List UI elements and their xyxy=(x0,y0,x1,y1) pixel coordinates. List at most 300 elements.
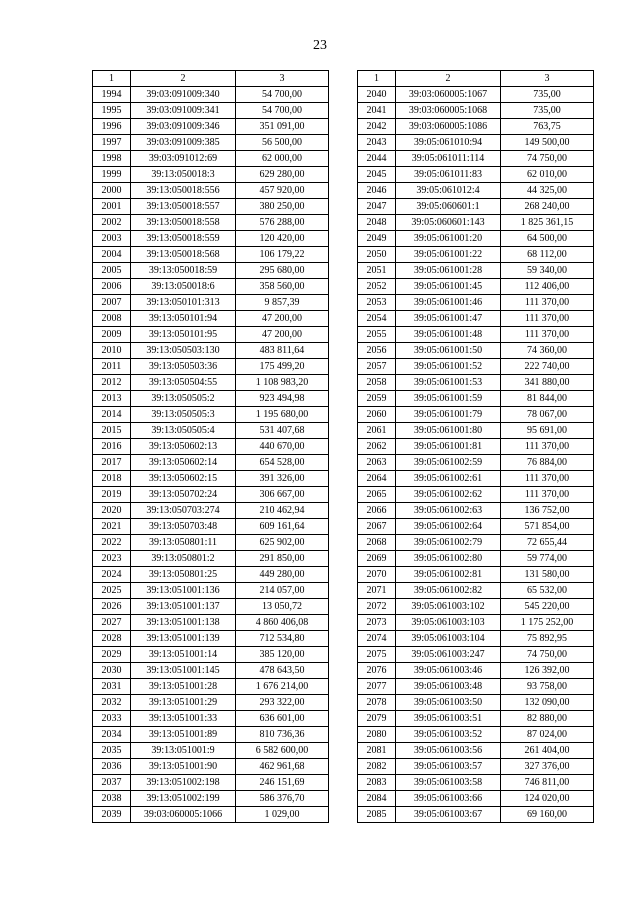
amount-cell: 4 860 406,08 xyxy=(236,615,329,631)
amount-cell: 111 370,00 xyxy=(501,487,594,503)
table-row xyxy=(358,727,594,743)
cadastral-number-cell: 39:05:061002:80 xyxy=(396,551,501,567)
table-row xyxy=(358,231,594,247)
cadastral-number-cell: 39:13:050018:59 xyxy=(131,263,236,279)
row-number-cell: 2065 xyxy=(358,487,396,503)
cadastral-number-cell: 39:05:061003:50 xyxy=(396,695,501,711)
table-row xyxy=(358,487,594,503)
cadastral-number-cell: 39:13:050801:25 xyxy=(131,567,236,583)
amount-cell: 1 195 680,00 xyxy=(236,407,329,423)
cadastral-number-cell: 39:05:061001:22 xyxy=(396,247,501,263)
cadastral-number-cell: 39:05:061001:53 xyxy=(396,375,501,391)
amount-cell: 62 010,00 xyxy=(501,167,594,183)
amount-cell: 120 420,00 xyxy=(236,231,329,247)
cadastral-number-cell: 39:05:061002:64 xyxy=(396,519,501,535)
table-row xyxy=(93,391,329,407)
table-row xyxy=(93,247,329,263)
table-row xyxy=(358,215,594,231)
cadastral-number-cell: 39:05:061002:82 xyxy=(396,583,501,599)
row-number-cell: 2013 xyxy=(93,391,131,407)
row-number-cell: 2027 xyxy=(93,615,131,631)
table-row xyxy=(93,679,329,695)
table-row xyxy=(93,231,329,247)
table-row xyxy=(358,551,594,567)
amount-cell: 1 108 983,20 xyxy=(236,375,329,391)
amount-cell: 59 340,00 xyxy=(501,263,594,279)
table-row xyxy=(93,327,329,343)
cadastral-number-cell: 39:13:050505:4 xyxy=(131,423,236,439)
row-number-cell: 2057 xyxy=(358,359,396,375)
row-number-cell: 2077 xyxy=(358,679,396,695)
table-row xyxy=(358,455,594,471)
row-number-cell: 1994 xyxy=(93,87,131,103)
row-number-cell: 2043 xyxy=(358,135,396,151)
amount-cell: 391 326,00 xyxy=(236,471,329,487)
cadastral-number-cell: 39:13:050602:13 xyxy=(131,439,236,455)
amount-cell: 47 200,00 xyxy=(236,327,329,343)
table-row xyxy=(358,407,594,423)
table-row xyxy=(93,199,329,215)
amount-cell: 341 880,00 xyxy=(501,375,594,391)
cadastral-number-cell: 39:13:050505:2 xyxy=(131,391,236,407)
row-number-cell: 2082 xyxy=(358,759,396,775)
cadastral-number-cell: 39:03:060005:1068 xyxy=(396,103,501,119)
row-number-cell: 2053 xyxy=(358,295,396,311)
amount-cell: 64 500,00 xyxy=(501,231,594,247)
cadastral-number-cell: 39:05:061012:4 xyxy=(396,183,501,199)
table-row xyxy=(358,119,594,135)
cadastral-number-cell: 39:05:061003:57 xyxy=(396,759,501,775)
row-number-cell: 2074 xyxy=(358,631,396,647)
row-number-cell: 2021 xyxy=(93,519,131,535)
row-number-cell: 2071 xyxy=(358,583,396,599)
table-row xyxy=(93,615,329,631)
table-row xyxy=(358,183,594,199)
cadastral-number-cell: 39:13:050801:11 xyxy=(131,535,236,551)
amount-cell: 483 811,64 xyxy=(236,343,329,359)
table-row xyxy=(358,247,594,263)
table-row xyxy=(93,775,329,791)
table-header-row xyxy=(93,71,329,87)
table-row xyxy=(358,151,594,167)
row-number-cell: 2000 xyxy=(93,183,131,199)
row-number-cell: 2055 xyxy=(358,327,396,343)
amount-cell: 126 392,00 xyxy=(501,663,594,679)
table-row xyxy=(93,599,329,615)
cadastral-number-cell: 39:05:061002:79 xyxy=(396,535,501,551)
table-row xyxy=(358,791,594,807)
row-number-cell: 2038 xyxy=(93,791,131,807)
amount-cell: 59 774,00 xyxy=(501,551,594,567)
table-row xyxy=(358,519,594,535)
cadastral-number-cell: 39:13:051002:198 xyxy=(131,775,236,791)
row-number-cell: 2001 xyxy=(93,199,131,215)
row-number-cell: 2031 xyxy=(93,679,131,695)
row-number-cell: 2026 xyxy=(93,599,131,615)
cadastral-number-cell: 39:13:050018:557 xyxy=(131,199,236,215)
amount-cell: 735,00 xyxy=(501,103,594,119)
table-row xyxy=(358,439,594,455)
amount-cell: 136 752,00 xyxy=(501,503,594,519)
table-row xyxy=(93,471,329,487)
row-number-cell: 2009 xyxy=(93,327,131,343)
row-number-cell: 2052 xyxy=(358,279,396,295)
table-row xyxy=(358,583,594,599)
right-table xyxy=(357,70,594,823)
table-header-row xyxy=(358,71,594,87)
table-row xyxy=(358,759,594,775)
row-number-cell: 2064 xyxy=(358,471,396,487)
amount-cell: 93 758,00 xyxy=(501,679,594,695)
amount-cell: 131 580,00 xyxy=(501,567,594,583)
cadastral-number-cell: 39:03:091009:341 xyxy=(131,103,236,119)
table-row xyxy=(93,551,329,567)
table-row xyxy=(93,439,329,455)
cadastral-number-cell: 39:05:061003:48 xyxy=(396,679,501,695)
table-row xyxy=(358,663,594,679)
amount-cell: 149 500,00 xyxy=(501,135,594,151)
amount-cell: 62 000,00 xyxy=(236,151,329,167)
cadastral-number-cell: 39:13:051001:137 xyxy=(131,599,236,615)
table-row xyxy=(93,583,329,599)
amount-cell: 385 120,00 xyxy=(236,647,329,663)
row-number-cell: 1996 xyxy=(93,119,131,135)
row-number-cell: 2073 xyxy=(358,615,396,631)
table-row xyxy=(358,471,594,487)
row-number-cell: 2046 xyxy=(358,183,396,199)
row-number-cell: 2017 xyxy=(93,455,131,471)
row-number-cell: 2048 xyxy=(358,215,396,231)
amount-cell: 56 500,00 xyxy=(236,135,329,151)
amount-cell: 1 676 214,00 xyxy=(236,679,329,695)
row-number-cell: 2002 xyxy=(93,215,131,231)
amount-cell: 72 655,44 xyxy=(501,535,594,551)
cadastral-number-cell: 39:13:050018:568 xyxy=(131,247,236,263)
cadastral-number-cell: 39:05:061002:63 xyxy=(396,503,501,519)
amount-cell: 735,00 xyxy=(501,87,594,103)
table-row xyxy=(93,151,329,167)
amount-cell: 111 370,00 xyxy=(501,295,594,311)
row-number-cell: 2014 xyxy=(93,407,131,423)
row-number-cell: 2004 xyxy=(93,247,131,263)
cadastral-number-cell: 39:05:061003:51 xyxy=(396,711,501,727)
cadastral-number-cell: 39:13:050504:55 xyxy=(131,375,236,391)
cadastral-number-cell: 39:13:050018:559 xyxy=(131,231,236,247)
amount-cell: 478 643,50 xyxy=(236,663,329,679)
row-number-cell: 2028 xyxy=(93,631,131,647)
amount-cell: 87 024,00 xyxy=(501,727,594,743)
amount-cell: 95 691,00 xyxy=(501,423,594,439)
table-row xyxy=(358,375,594,391)
row-number-cell: 2036 xyxy=(93,759,131,775)
row-number-cell: 2022 xyxy=(93,535,131,551)
table-row xyxy=(93,695,329,711)
cadastral-number-cell: 39:13:050703:274 xyxy=(131,503,236,519)
amount-cell: 246 151,69 xyxy=(236,775,329,791)
row-number-cell: 2018 xyxy=(93,471,131,487)
row-number-cell: 2015 xyxy=(93,423,131,439)
table-row xyxy=(93,535,329,551)
amount-cell: 54 700,00 xyxy=(236,87,329,103)
cadastral-number-cell: 39:05:061003:56 xyxy=(396,743,501,759)
cadastral-number-cell: 39:05:061003:247 xyxy=(396,647,501,663)
amount-cell: 9 857,39 xyxy=(236,295,329,311)
amount-cell: 1 825 361,15 xyxy=(501,215,594,231)
amount-cell: 81 844,00 xyxy=(501,391,594,407)
row-number-cell: 2060 xyxy=(358,407,396,423)
amount-cell: 609 161,64 xyxy=(236,519,329,535)
cadastral-number-cell: 39:05:061003:66 xyxy=(396,791,501,807)
row-number-cell: 2039 xyxy=(93,807,131,823)
table-row xyxy=(93,743,329,759)
row-number-cell: 1995 xyxy=(93,103,131,119)
cadastral-number-cell: 39:05:061010:94 xyxy=(396,135,501,151)
table-row xyxy=(93,711,329,727)
cadastral-number-cell: 39:03:091012:69 xyxy=(131,151,236,167)
amount-cell: 712 534,80 xyxy=(236,631,329,647)
table-row xyxy=(93,727,329,743)
amount-cell: 82 880,00 xyxy=(501,711,594,727)
table-row xyxy=(358,103,594,119)
table-row xyxy=(358,199,594,215)
cadastral-number-cell: 39:03:091009:340 xyxy=(131,87,236,103)
table-row xyxy=(358,167,594,183)
row-number-cell: 2007 xyxy=(93,295,131,311)
row-number-cell: 2070 xyxy=(358,567,396,583)
table-row xyxy=(93,343,329,359)
row-number-cell: 2076 xyxy=(358,663,396,679)
cadastral-number-cell: 39:03:091009:385 xyxy=(131,135,236,151)
amount-cell: 351 091,00 xyxy=(236,119,329,135)
row-number-cell: 2034 xyxy=(93,727,131,743)
table-row xyxy=(358,343,594,359)
table-row xyxy=(93,87,329,103)
amount-cell: 625 902,00 xyxy=(236,535,329,551)
amount-cell: 327 376,00 xyxy=(501,759,594,775)
amount-cell: 1 175 252,00 xyxy=(501,615,594,631)
row-number-cell: 2068 xyxy=(358,535,396,551)
table-row xyxy=(358,279,594,295)
row-number-cell: 2025 xyxy=(93,583,131,599)
row-number-cell: 2054 xyxy=(358,311,396,327)
row-number-cell: 2056 xyxy=(358,343,396,359)
table-row xyxy=(358,135,594,151)
table-row xyxy=(358,311,594,327)
amount-cell: 175 499,20 xyxy=(236,359,329,375)
table-row xyxy=(93,295,329,311)
amount-cell: 654 528,00 xyxy=(236,455,329,471)
cadastral-number-cell: 39:05:061002:62 xyxy=(396,487,501,503)
cadastral-number-cell: 39:13:051001:89 xyxy=(131,727,236,743)
cadastral-number-cell: 39:05:061001:81 xyxy=(396,439,501,455)
table-row xyxy=(358,647,594,663)
row-number-cell: 2020 xyxy=(93,503,131,519)
table-row xyxy=(93,631,329,647)
header-col-1: 1 xyxy=(358,71,396,87)
table-row xyxy=(93,519,329,535)
row-number-cell: 2050 xyxy=(358,247,396,263)
row-number-cell: 1997 xyxy=(93,135,131,151)
cadastral-number-cell: 39:13:050018:6 xyxy=(131,279,236,295)
row-number-cell: 2016 xyxy=(93,439,131,455)
cadastral-number-cell: 39:05:061001:45 xyxy=(396,279,501,295)
table-row xyxy=(358,295,594,311)
amount-cell: 636 601,00 xyxy=(236,711,329,727)
row-number-cell: 2035 xyxy=(93,743,131,759)
cadastral-number-cell: 39:13:050018:556 xyxy=(131,183,236,199)
row-number-cell: 2011 xyxy=(93,359,131,375)
table-row xyxy=(358,807,594,823)
amount-cell: 586 376,70 xyxy=(236,791,329,807)
table-row xyxy=(358,775,594,791)
amount-cell: 65 532,00 xyxy=(501,583,594,599)
table-row xyxy=(93,567,329,583)
table-row xyxy=(358,631,594,647)
header-col-3: 3 xyxy=(236,71,329,87)
amount-cell: 132 090,00 xyxy=(501,695,594,711)
cadastral-number-cell: 39:05:061001:28 xyxy=(396,263,501,279)
table-row xyxy=(358,503,594,519)
row-number-cell: 2058 xyxy=(358,375,396,391)
amount-cell: 78 067,00 xyxy=(501,407,594,423)
table-row xyxy=(358,695,594,711)
table-row xyxy=(93,759,329,775)
amount-cell: 358 560,00 xyxy=(236,279,329,295)
row-number-cell: 2006 xyxy=(93,279,131,295)
cadastral-number-cell: 39:13:050503:36 xyxy=(131,359,236,375)
row-number-cell: 2005 xyxy=(93,263,131,279)
header-col-3: 3 xyxy=(501,71,594,87)
table-row xyxy=(93,135,329,151)
row-number-cell: 2051 xyxy=(358,263,396,279)
amount-cell: 44 325,00 xyxy=(501,183,594,199)
cadastral-number-cell: 39:13:050505:3 xyxy=(131,407,236,423)
amount-cell: 306 667,00 xyxy=(236,487,329,503)
amount-cell: 111 370,00 xyxy=(501,471,594,487)
cadastral-number-cell: 39:05:061002:81 xyxy=(396,567,501,583)
cadastral-number-cell: 39:13:050602:15 xyxy=(131,471,236,487)
row-number-cell: 2045 xyxy=(358,167,396,183)
cadastral-number-cell: 39:05:061003:103 xyxy=(396,615,501,631)
amount-cell: 106 179,22 xyxy=(236,247,329,263)
row-number-cell: 2069 xyxy=(358,551,396,567)
cadastral-number-cell: 39:03:060005:1086 xyxy=(396,119,501,135)
cadastral-number-cell: 39:13:051001:29 xyxy=(131,695,236,711)
table-row xyxy=(358,391,594,407)
amount-cell: 576 288,00 xyxy=(236,215,329,231)
cadastral-number-cell: 39:13:050018:558 xyxy=(131,215,236,231)
amount-cell: 380 250,00 xyxy=(236,199,329,215)
row-number-cell: 1998 xyxy=(93,151,131,167)
row-number-cell: 2003 xyxy=(93,231,131,247)
header-col-2: 2 xyxy=(396,71,501,87)
table-row xyxy=(358,599,594,615)
header-col-1: 1 xyxy=(93,71,131,87)
amount-cell: 457 920,00 xyxy=(236,183,329,199)
cadastral-number-cell: 39:05:061001:80 xyxy=(396,423,501,439)
cadastral-number-cell: 39:05:061003:67 xyxy=(396,807,501,823)
amount-cell: 545 220,00 xyxy=(501,599,594,615)
amount-cell: 111 370,00 xyxy=(501,439,594,455)
cadastral-number-cell: 39:03:060005:1066 xyxy=(131,807,236,823)
row-number-cell: 2083 xyxy=(358,775,396,791)
cadastral-number-cell: 39:05:061001:48 xyxy=(396,327,501,343)
table-row xyxy=(358,423,594,439)
cadastral-number-cell: 39:13:051001:90 xyxy=(131,759,236,775)
cadastral-number-cell: 39:13:050602:14 xyxy=(131,455,236,471)
row-number-cell: 2044 xyxy=(358,151,396,167)
cadastral-number-cell: 39:05:061001:79 xyxy=(396,407,501,423)
table-row xyxy=(93,487,329,503)
amount-cell: 440 670,00 xyxy=(236,439,329,455)
amount-cell: 210 462,94 xyxy=(236,503,329,519)
table-row xyxy=(93,455,329,471)
cadastral-number-cell: 39:13:050801:2 xyxy=(131,551,236,567)
amount-cell: 531 407,68 xyxy=(236,423,329,439)
amount-cell: 746 811,00 xyxy=(501,775,594,791)
cadastral-number-cell: 39:05:060601:1 xyxy=(396,199,501,215)
cadastral-number-cell: 39:13:051002:199 xyxy=(131,791,236,807)
amount-cell: 68 112,00 xyxy=(501,247,594,263)
row-number-cell: 2010 xyxy=(93,343,131,359)
cadastral-number-cell: 39:13:051001:9 xyxy=(131,743,236,759)
row-number-cell: 2067 xyxy=(358,519,396,535)
amount-cell: 291 850,00 xyxy=(236,551,329,567)
cadastral-number-cell: 39:05:060601:143 xyxy=(396,215,501,231)
amount-cell: 54 700,00 xyxy=(236,103,329,119)
row-number-cell: 2040 xyxy=(358,87,396,103)
row-number-cell: 2059 xyxy=(358,391,396,407)
table-row xyxy=(93,791,329,807)
cadastral-number-cell: 39:05:061002:59 xyxy=(396,455,501,471)
amount-cell: 261 404,00 xyxy=(501,743,594,759)
amount-cell: 111 370,00 xyxy=(501,327,594,343)
row-number-cell: 2019 xyxy=(93,487,131,503)
amount-cell: 69 160,00 xyxy=(501,807,594,823)
table-row xyxy=(93,167,329,183)
row-number-cell: 2033 xyxy=(93,711,131,727)
table-row xyxy=(358,679,594,695)
cadastral-number-cell: 39:13:051001:14 xyxy=(131,647,236,663)
cadastral-number-cell: 39:13:050101:95 xyxy=(131,327,236,343)
row-number-cell: 2029 xyxy=(93,647,131,663)
row-number-cell: 2023 xyxy=(93,551,131,567)
table-row xyxy=(93,663,329,679)
row-number-cell: 1999 xyxy=(93,167,131,183)
amount-cell: 111 370,00 xyxy=(501,311,594,327)
amount-cell: 76 884,00 xyxy=(501,455,594,471)
right-table-body xyxy=(358,87,594,823)
cadastral-number-cell: 39:05:061001:46 xyxy=(396,295,501,311)
table-row xyxy=(358,711,594,727)
cadastral-number-cell: 39:13:050101:94 xyxy=(131,311,236,327)
row-number-cell: 2024 xyxy=(93,567,131,583)
amount-cell: 629 280,00 xyxy=(236,167,329,183)
table-row xyxy=(93,807,329,823)
amount-cell: 268 240,00 xyxy=(501,199,594,215)
table-row xyxy=(93,647,329,663)
cadastral-number-cell: 39:13:050702:24 xyxy=(131,487,236,503)
cadastral-number-cell: 39:13:051001:28 xyxy=(131,679,236,695)
row-number-cell: 2047 xyxy=(358,199,396,215)
table-row xyxy=(93,279,329,295)
cadastral-number-cell: 39:05:061002:61 xyxy=(396,471,501,487)
cadastral-number-cell: 39:05:061001:59 xyxy=(396,391,501,407)
cadastral-number-cell: 39:13:051001:138 xyxy=(131,615,236,631)
cadastral-number-cell: 39:13:050703:48 xyxy=(131,519,236,535)
row-number-cell: 2078 xyxy=(358,695,396,711)
row-number-cell: 2072 xyxy=(358,599,396,615)
